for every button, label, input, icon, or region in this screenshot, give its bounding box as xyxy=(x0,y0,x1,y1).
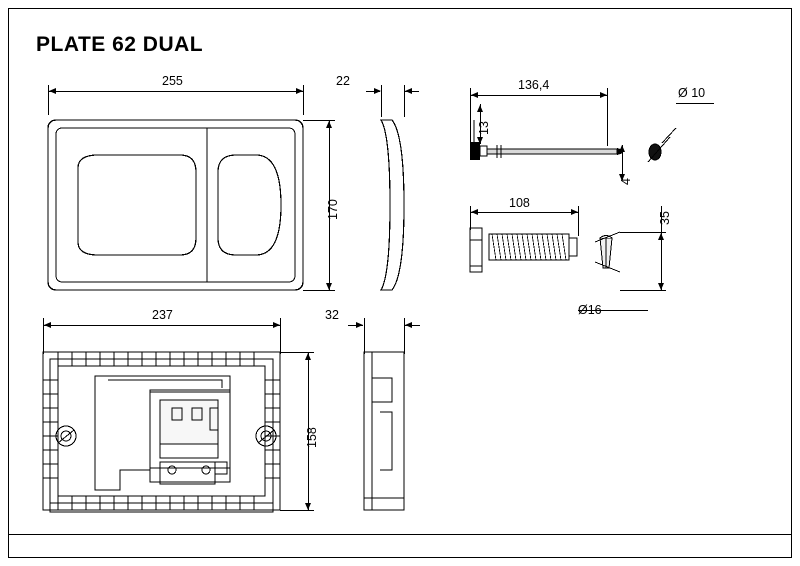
dim-label-32: 32 xyxy=(325,308,339,322)
arrowhead-4-top xyxy=(619,145,625,152)
ext-line-35-bottom xyxy=(620,290,666,291)
arrowhead-170-top xyxy=(326,121,332,128)
arrowhead-158-top xyxy=(305,353,311,360)
arrowhead-32-right xyxy=(405,322,412,328)
arrowhead-108-left xyxy=(471,209,478,215)
arrowhead-255-right xyxy=(296,88,303,94)
arrowhead-35-top xyxy=(658,233,664,240)
dim-label-d10: Ø 10 xyxy=(678,86,706,100)
ext-line-158-bottom xyxy=(280,510,314,511)
arrowhead-35-bottom xyxy=(658,283,664,290)
dim-label-255: 255 xyxy=(162,74,183,88)
ext-line-32-left xyxy=(364,318,365,354)
dim-label-d16: Ø16 xyxy=(578,303,602,317)
arrowhead-22-right xyxy=(405,88,412,94)
arrowhead-1364-right xyxy=(600,92,607,98)
dim-label-1364: 136,4 xyxy=(518,78,550,92)
ext-line-255-right xyxy=(303,85,304,115)
dim-label-4: 4 xyxy=(619,178,633,185)
arrowhead-237-right xyxy=(273,322,280,328)
dim-line-255 xyxy=(48,91,303,92)
dim-label-35: 35 xyxy=(658,211,672,225)
arrowhead-13-bottom xyxy=(477,137,483,144)
ext-line-108-right xyxy=(578,206,579,236)
arrowhead-158-bottom xyxy=(305,503,311,510)
ext-line-170-bottom xyxy=(303,290,335,291)
dim-label-237: 237 xyxy=(152,308,173,322)
dim-label-108: 108 xyxy=(509,196,530,210)
page-title: PLATE 62 DUAL xyxy=(36,33,204,56)
dim-line-237 xyxy=(43,325,280,326)
dim-line-108 xyxy=(470,212,578,213)
arrowhead-237-left xyxy=(44,322,51,328)
arrowhead-108-right xyxy=(571,209,578,215)
ext-line-237-right xyxy=(280,318,281,354)
dim-label-22: 22 xyxy=(336,74,350,88)
leader-line-d10 xyxy=(676,103,714,104)
arrowhead-1364-left xyxy=(471,92,478,98)
arrowhead-13-top xyxy=(477,105,483,112)
dim-label-158: 158 xyxy=(305,427,319,448)
arrowhead-255-left xyxy=(49,88,56,94)
ext-line-22-left xyxy=(381,85,382,117)
dim-label-170: 170 xyxy=(326,199,340,220)
arrowhead-170-bottom xyxy=(326,283,332,290)
dim-label-13: 13 xyxy=(477,121,491,135)
arrowhead-22-left xyxy=(374,88,381,94)
dim-line-1364 xyxy=(470,95,607,96)
arrowhead-32-left xyxy=(356,322,363,328)
ext-line-1364-right xyxy=(607,88,608,146)
